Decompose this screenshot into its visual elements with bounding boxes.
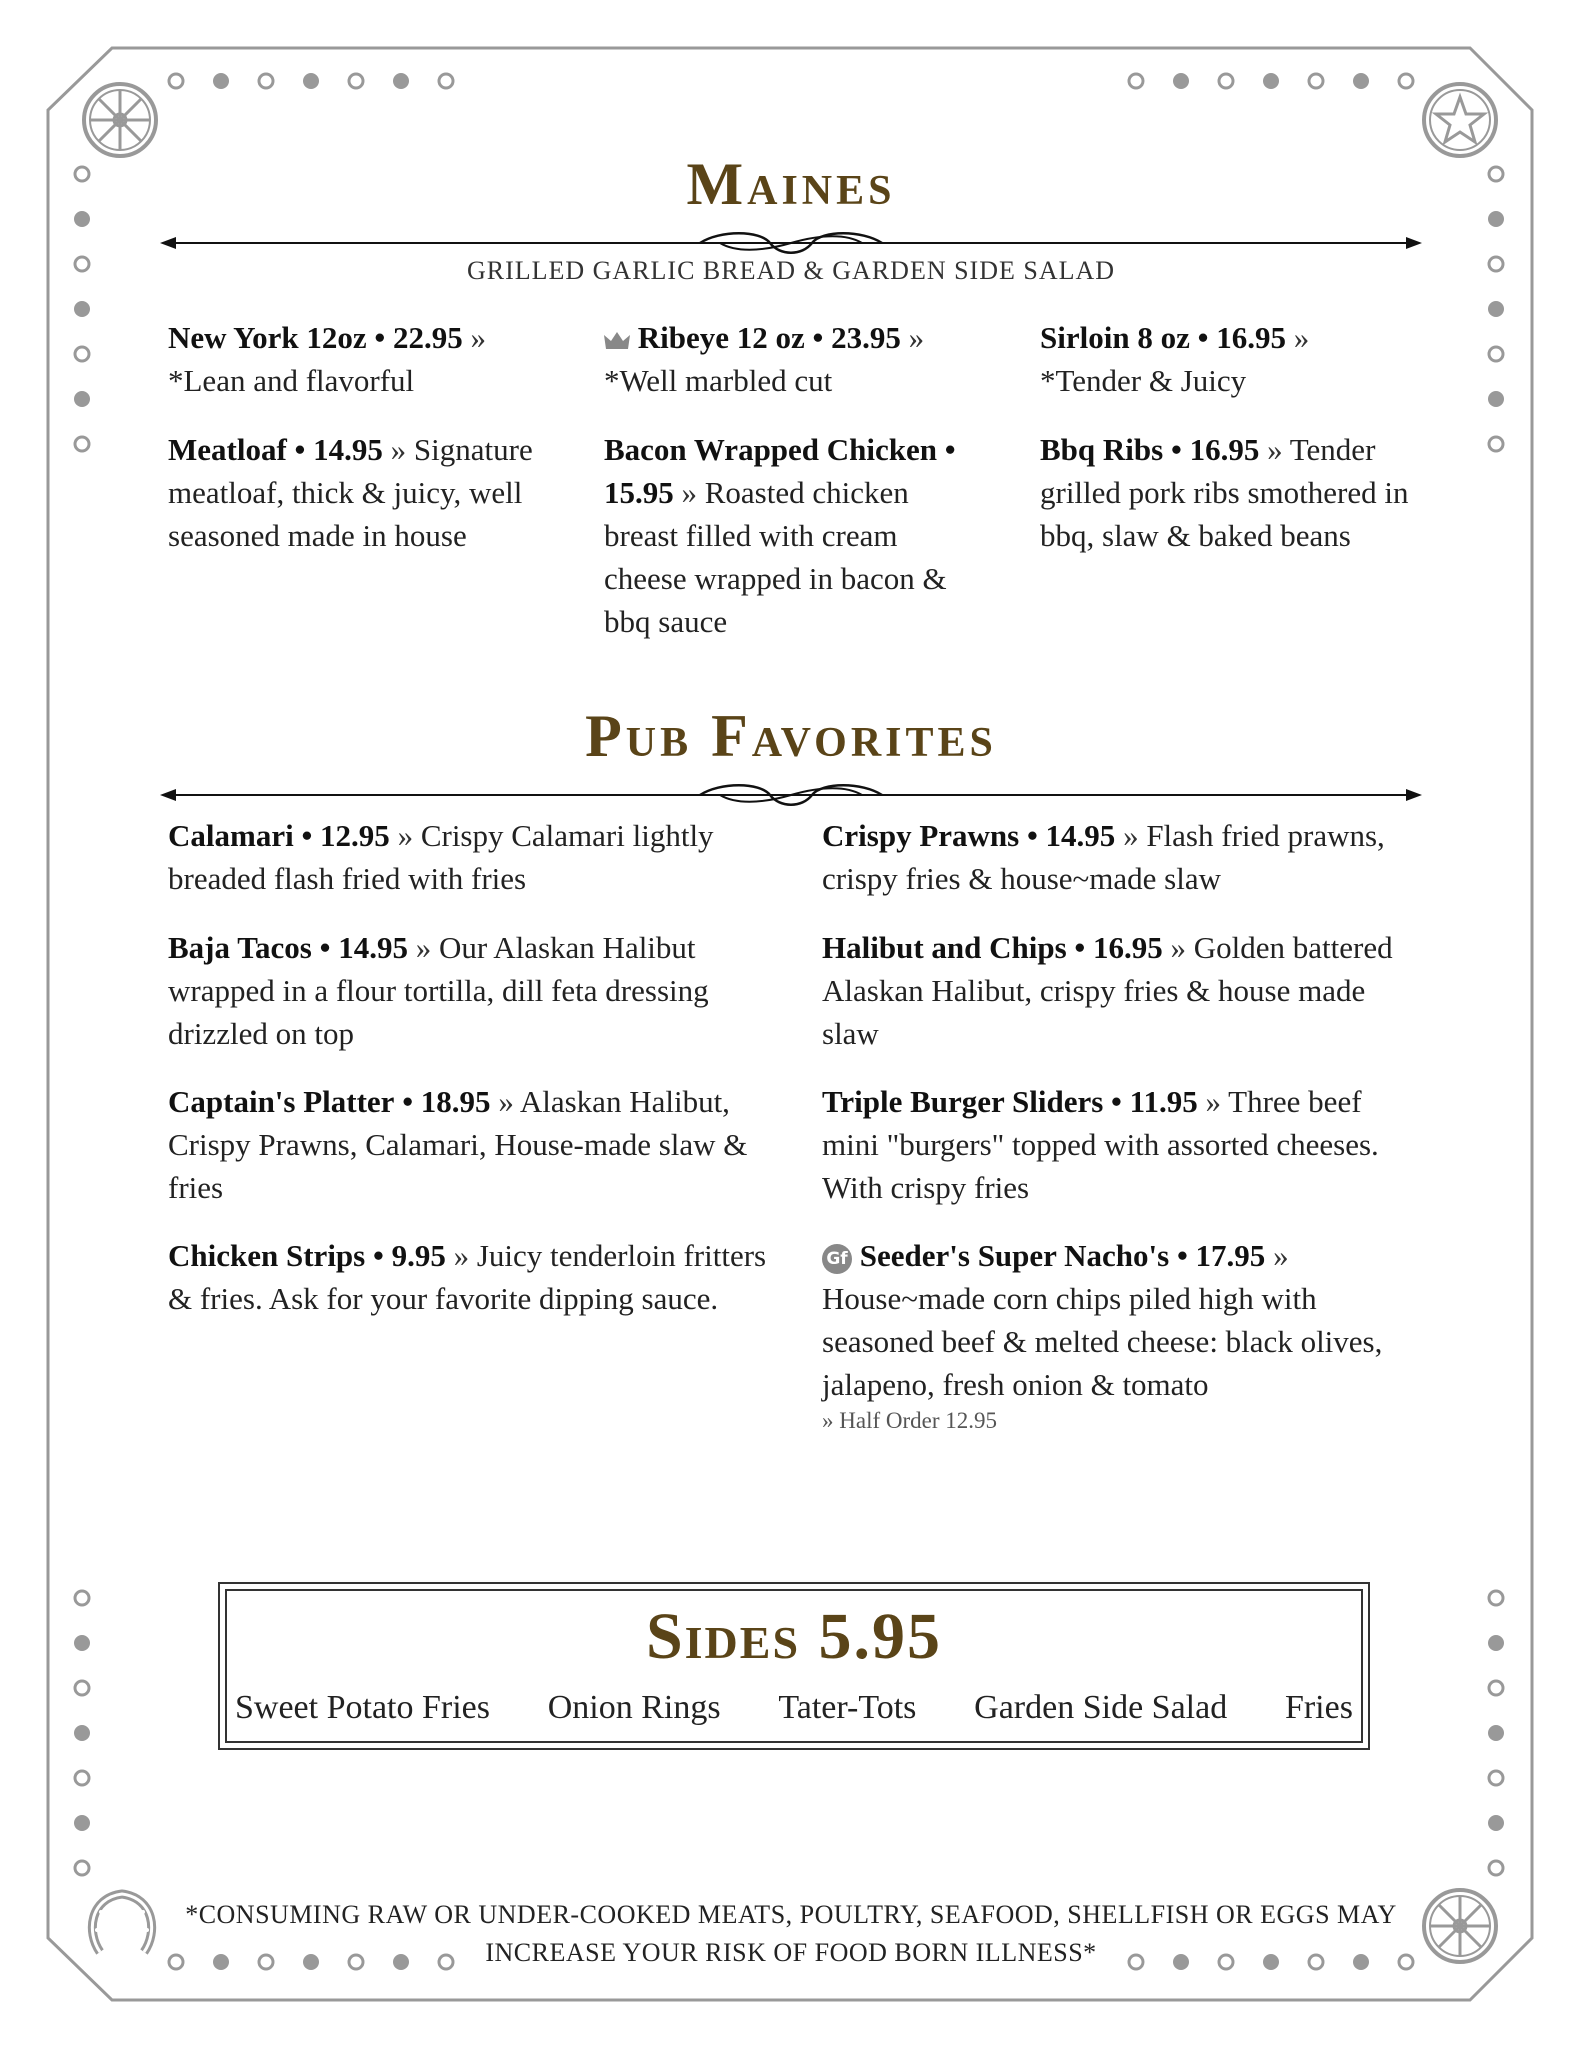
food-safety-disclaimer: *CONSUMING RAW OR UNDER-COOKED MEATS, POULTRY, SEAFOOD, SHELLFISH OR EGGS MAY INCREASE YOUR RISK OF FOOD BORN ILLNESS*: [185, 1900, 1397, 1967]
item-name: Calamari: [168, 818, 294, 853]
star-icon: [1420, 80, 1500, 160]
item-description: Crispy Calamari lightly breaded flash fried with fries: [168, 818, 714, 896]
ornamental-divider: [160, 228, 1422, 258]
frame-dot: [1488, 301, 1504, 317]
menu-item-bbq-ribs: Bbq Ribs • 16.95 » Tender grilled pork ribs smothered in bbq, slaw & baked beans: [1040, 432, 1409, 553]
item-name: New York 12oz: [168, 320, 367, 355]
item-price: • 16.95: [1197, 320, 1286, 355]
frame-dot: [393, 73, 409, 89]
item-name: Halibut and Chips: [822, 930, 1067, 965]
side-item: Fries: [1284, 1689, 1353, 1726]
frame-dot: [1353, 73, 1369, 89]
item-price: • 14.95: [294, 432, 383, 467]
frame-dot: [75, 437, 89, 451]
half-order-note: » Half Order 12.95: [822, 1408, 998, 1433]
item-price: • 16.95: [1170, 432, 1260, 467]
menu-item-triple-burger-sliders: Triple Burger Sliders • 11.95 » Three beef mini "burgers" topped with assorted cheeses. With crispy fries: [822, 1084, 1379, 1205]
item-description: Our Alaskan Halibut wrapped in a flour tortilla, dill feta dressing drizzled on top: [168, 930, 709, 1051]
frame-dot: [1263, 73, 1279, 89]
item-description: *Well marbled cut: [604, 363, 833, 398]
side-item: Garden Side Salad: [974, 1689, 1228, 1726]
crown-icon: [604, 331, 630, 351]
item-price: • 9.95: [372, 1238, 446, 1273]
menu-item-captains-platter: Captain's Platter • 18.95 » Alaskan Halibut, Crispy Prawns, Calamari, House-made slaw & fries: [168, 1084, 748, 1205]
item-price: • 14.95: [1026, 818, 1116, 853]
item-description: Signature meatloaf, thick & juicy, well seasoned made in house: [168, 432, 533, 553]
item-price: • 23.95: [812, 320, 901, 355]
section-subtitle: GRILLED GARLIC BREAD & GARDEN SIDE SALAD: [466, 256, 1116, 285]
frame-dot: [1488, 1635, 1504, 1651]
frame-dot: [75, 347, 89, 361]
item-price: • 22.95: [374, 320, 463, 355]
side-item: Sweet Potato Fries: [235, 1689, 490, 1726]
item-name: Bacon Wrapped Chicken: [604, 432, 938, 467]
frame-dot: [75, 1861, 89, 1875]
frame-dot: [213, 73, 229, 89]
item-price: • 18.95: [402, 1084, 491, 1119]
side-item: Tater-Tots: [778, 1689, 917, 1726]
menu-item-chicken-strips: Chicken Strips • 9.95 » Juicy tenderloin fritters & fries. Ask for your favorite dipping sauce.: [168, 1238, 767, 1316]
frame-dot: [75, 1681, 89, 1695]
sides-title: Sides 5.95: [645, 1600, 943, 1673]
item-name: Baja Tacos: [168, 930, 312, 965]
item-description: Tender grilled pork ribs smothered in bbq, slaw & baked beans: [1040, 432, 1409, 553]
item-description: *Lean and flavorful: [168, 363, 415, 398]
frame-dot: [349, 74, 363, 88]
frame-dot: [303, 73, 319, 89]
section-title-maines: Maines: [686, 151, 896, 217]
side-item: Onion Rings: [547, 1689, 721, 1726]
frame-dot: [1219, 74, 1233, 88]
menu-item-super-nachos: Gf Seeder's Super Nacho's • 17.95 » House~made corn chips piled high with seasoned beef & melted cheese: black olives, jalapeno, fresh onion & tomato » Half Order 12.95: [822, 1234, 1422, 1436]
ornamental-divider: [160, 780, 1422, 810]
horseshoe-icon: [80, 1880, 164, 1964]
item-description: Alaskan Halibut, Crispy Prawns, Calamari, House-made slaw & fries: [168, 1084, 748, 1205]
frame-dot: [1489, 347, 1503, 361]
menu-item-calamari: Calamari • 12.95 » Crispy Calamari lightly breaded flash fried with fries: [168, 818, 714, 896]
menu-item-new-york: New York 12oz • 22.95 » *Lean and flavorful: [168, 320, 486, 398]
frame-dot: [1488, 391, 1504, 407]
frame-dot: [75, 1771, 89, 1785]
menu-item-crispy-prawns: Crispy Prawns • 14.95 » Flash fried prawns, crispy fries & house~made slaw: [822, 818, 1385, 896]
frame-dot: [74, 391, 90, 407]
frame-dot: [1489, 1861, 1503, 1875]
item-description: Three beef mini "burgers" topped with assorted cheeses. With crispy fries: [822, 1084, 1379, 1205]
section-title-pub-favorites: Pub Favorites: [585, 703, 997, 769]
frame-dot: [439, 74, 453, 88]
item-description: Golden battered Alaskan Halibut, crispy fries & house made slaw: [822, 930, 1393, 1051]
item-price: • 12.95: [301, 818, 390, 853]
item-price: • 11.95: [1111, 1084, 1198, 1119]
sides-box: [218, 1582, 1370, 1750]
frame-dot: [1399, 74, 1413, 88]
item-price: • 14.95: [319, 930, 408, 965]
sides-list: [227, 1689, 1361, 1727]
menu-item-meatloaf: Meatloaf • 14.95 » Signature meatloaf, thick & juicy, well seasoned made in house: [168, 432, 533, 553]
frame-dot: [1129, 74, 1143, 88]
frame-dot: [1309, 74, 1323, 88]
item-name: Crispy Prawns: [822, 818, 1020, 853]
item-name: Triple Burger Sliders: [822, 1084, 1104, 1119]
frame-dot: [1489, 1681, 1503, 1695]
frame-dot: [1173, 73, 1189, 89]
wagon-wheel-icon: [80, 80, 160, 160]
menu-item-ribeye: Ribeye 12 oz • 23.95 » *Well marbled cut: [604, 320, 925, 398]
item-name: Sirloin 8 oz: [1040, 320, 1190, 355]
item-name: Ribeye 12 oz: [637, 320, 805, 355]
item-price: • 15.95: [604, 432, 956, 510]
frame-dot: [1489, 1591, 1503, 1605]
gluten-free-icon: Gf: [822, 1244, 852, 1274]
item-description: House~made corn chips piled high with seasoned beef & melted cheese: black olives, jalapeno, fresh onion & tomato: [822, 1281, 1383, 1402]
frame-dot: [74, 301, 90, 317]
frame-dot: [259, 74, 273, 88]
frame-dot: [75, 1591, 89, 1605]
frame-dot: [1488, 1725, 1504, 1741]
menu-item-bacon-wrapped-chicken: Bacon Wrapped Chicken • 15.95 » Roasted chicken breast filled with cream cheese wrapped in bacon & bbq sauce: [604, 432, 956, 639]
wagon-wheel-icon: [1420, 1886, 1500, 1966]
frame-dot: [1489, 1771, 1503, 1785]
item-description: Roasted chicken breast filled with cream cheese wrapped in bacon & bbq sauce: [604, 475, 947, 639]
frame-dot: [1489, 437, 1503, 451]
frame-dot: [1488, 1815, 1504, 1831]
item-price: • 17.95: [1176, 1238, 1266, 1273]
item-description: Flash fried prawns, crispy fries & house~made slaw: [822, 818, 1385, 896]
menu-item-sirloin: Sirloin 8 oz • 16.95 » *Tender & Juicy: [1040, 320, 1310, 398]
item-description: *Tender & Juicy: [1040, 363, 1247, 398]
item-price: • 16.95: [1074, 930, 1163, 965]
item-name: Seeder's Super Nacho's: [859, 1238, 1170, 1273]
frame-dot: [74, 1725, 90, 1741]
menu-item-halibut-and-chips: Halibut and Chips • 16.95 » Golden battered Alaskan Halibut, crispy fries & house made slaw: [822, 930, 1393, 1051]
item-name: Bbq Ribs: [1040, 432, 1164, 467]
item-name: Captain's Platter: [168, 1084, 395, 1119]
frame-dot: [169, 74, 183, 88]
item-description: Juicy tenderloin fritters & fries. Ask for your favorite dipping sauce.: [168, 1238, 767, 1316]
frame-dot: [74, 1815, 90, 1831]
menu-item-baja-tacos: Baja Tacos • 14.95 » Our Alaskan Halibut wrapped in a flour tortilla, dill feta dressing drizzled on top: [168, 930, 709, 1051]
item-name: Chicken Strips: [168, 1238, 366, 1273]
frame-dot: [74, 1635, 90, 1651]
item-name: Meatloaf: [168, 432, 287, 467]
